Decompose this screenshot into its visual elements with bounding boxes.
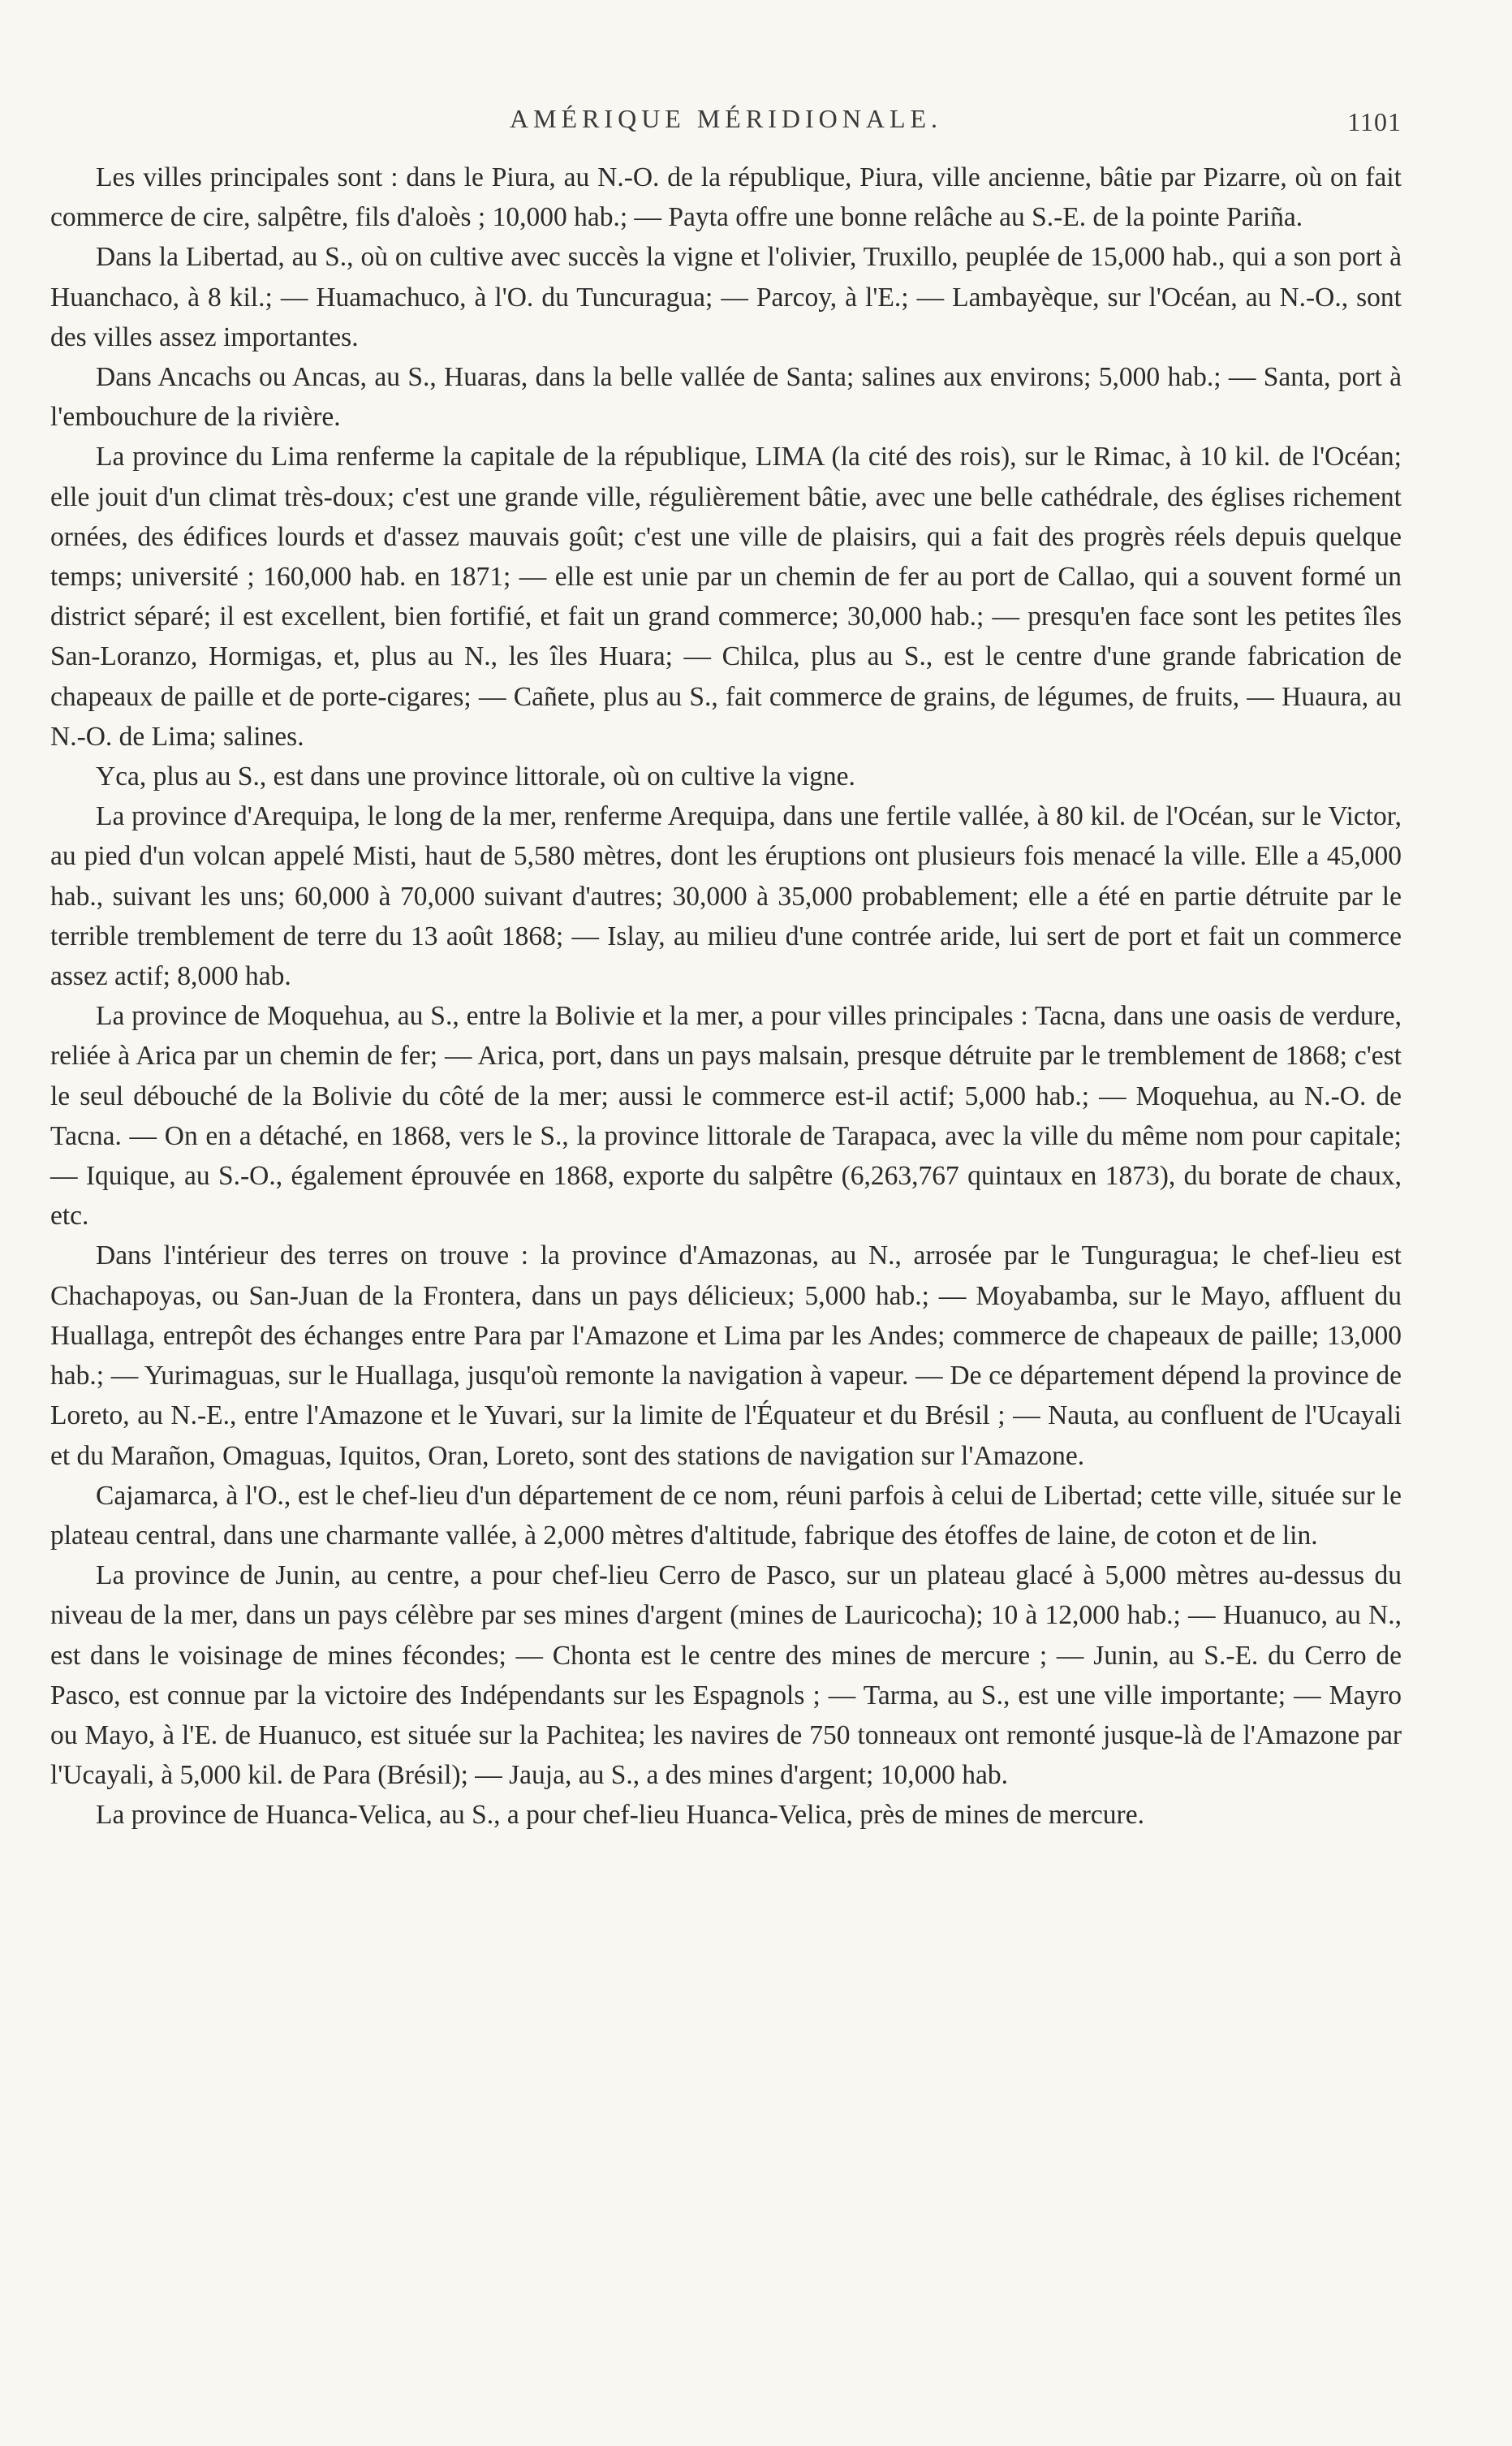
paragraph-moquehua: La province de Moquehua, au S., entre la Bolivie et la mer, a pour villes principales : Tacna, dans une oasis de verdure, reliée à Arica par un chemin de fer; — Arica, port, dans un pays malsain, presque détruite par le tremblement de 1868; c'est le seul débouché de la Bolivie du côté de la mer; aussi le commerce est-il actif; 5,000 hab.; — Moquehua, au N.-O. de Tacna. — On en a détaché, en 1868, vers le S., la province littorale de Tarapaca, avec la ville du même nom pour capitale; — Iquique, au S.-O., également éprouvée en 1868, exporte du salpêtre (6,263,767 quintaux en 1873), du borate de chaux, etc. [50,1001,1402,1232]
paragraph-ancachs: Dans Ancachs ou Ancas, au S., Huaras, dans la belle vallée de Santa; salines aux environs; 5,000 hab.; — Santa, port à l'embouchure de la rivière. [50,362,1402,433]
body-text [50,157,1402,1836]
paragraph-yca: Yca, plus au S., est dans une province littorale, où on cultive la vigne. [96,761,855,792]
paragraph-libertad: Dans la Libertad, au S., où on cultive avec succès la vigne et l'olivier, Truxillo, peuplée de 15,000 hab., qui a son port à Huanchaco, à 8 kil.; — Huamachuco, à l'O. du Tuncuragua; — Parcoy, à l'E.; — Lambayèque, sur l'Océan, au N.-O., sont des villes assez importantes. [50,242,1402,352]
book-page [50,96,1402,2418]
paragraph-piura: Les villes principales sont : dans le Piura, au N.-O. de la république, Piura, ville ancienne, bâtie par Pizarre, où on fait commerce de cire, salpêtre, fils d'aloès ; 10,000 hab.; — Payta offre une bonne relâche au S.-E. de la pointe Pariña. [50,162,1402,233]
paragraph-junin: La province de Junin, au centre, a pour chef-lieu Cerro de Pasco, sur un plateau glacé à 5,000 mètres au-dessus du niveau de la mer, dans un pays célèbre par ses mines d'argent (mines de Lauricocha); 10 à 12,000 hab.; — Huanuco, au N., est dans le voisinage de mines fécondes; — Chonta est le centre des mines de mercure ; — Junin, au S.-E. du Cerro de Pasco, est connue par la victoire des Indépendants sur les Espagnols ; — Tarma, au S., est une ville importante; — Mayro ou Mayo, à l'E. de Huanuco, est située sur la Pachitea; les navires de 750 tonneaux ont remonté jusque-là de l'Amazone par l'Ucayali, à 5,000 kil. de Para (Brésil); — Jauja, au S., a des mines d'argent; 10,000 hab. [50,1560,1402,1791]
paragraph-arequipa: La province d'Arequipa, le long de la mer, renferme Arequipa, dans une fertile vallée, à 80 kil. de l'Océan, sur le Victor, au pied d'un volcan appelé Misti, haut de 5,580 mètres, dont les éruptions ont plusieurs fois menacé la ville. Elle a 45,000 hab., suivant les uns; 60,000 à 70,000 suivant d'autres; 30,000 à 35,000 probablement; elle a été en partie détruite par le terrible tremblement de terre du 13 août 1868; — Islay, au milieu d'une contrée aride, lui sert de port et fait un commerce assez actif; 8,000 hab. [50,801,1402,992]
page-number: 1101 [1347,107,1402,136]
paragraph-cajamarca: Cajamarca, à l'O., est le chef-lieu d'un département de ce nom, réuni parfois à celui de Libertad; cette ville, située sur le plateau central, dans une charmante vallée, à 2,000 mètres d'altitude, fabrique des étoffes de laine, de coton et de lin. [50,1480,1402,1551]
running-title: AMÉRIQUE MÉRIDIONALE. [509,104,943,133]
paragraph-huanca-velica: La province de Huanca-Velica, au S., a pour chef-lieu Huanca-Velica, près de mines de mercure. [96,1800,1144,1831]
paragraph-lima: La province du Lima renferme la capitale de la république, LIMA (la cité des rois), sur le Rimac, à 10 kil. de l'Océan; elle jouit d'un climat très-doux; c'est une grande ville, régulièrement bâtie, avec une belle cathédrale, des églises richement ornées, des édifices lourds et d'assez mauvais goût; c'est une ville de plaisirs, qui a fait des progrès réels depuis quelque temps; université ; 160,000 hab. en 1871; — elle est unie par un chemin de fer au port de Callao, qui a souvent formé un district séparé; il est excellent, bien fortifié, et fait un grand commerce; 30,000 hab.; — presqu'en face sont les petites îles San-Loranzo, Hormigas, et, plus au N., les îles Huara; — Chilca, plus au S., est le centre d'une grande fabrication de chapeaux de paille et de porte-cigares; — Cañete, plus au S., fait commerce de grains, de légumes, de fruits, — Huaura, au N.-O. de Lima; salines. [50,442,1402,752]
running-header [50,96,1402,148]
paragraph-amazonas: Dans l'intérieur des terres on trouve : la province d'Amazonas, au N., arrosée par le Tunguragua; le chef-lieu est Chachapoyas, ou San-Juan de la Frontera, dans un pays délicieux; 5,000 hab.; — Moyabamba, sur le Mayo, affluent du Huallaga, entrepôt des échanges entre Para par l'Amazone et Lima par les Andes; commerce de chapeaux de paille; 13,000 hab.; — Yurimaguas, sur le Huallaga, jusqu'où remonte la navigation à vapeur. — De ce département dépend la province de Loreto, au N.-E., entre l'Amazone et le Yuvari, sur la limite de l'Équateur et du Brésil ; — Nauta, au confluent de l'Ucayali et du Marañon, Omaguas, Iquitos, Oran, Loreto, sont des stations de navigation sur l'Amazone. [50,1240,1402,1471]
